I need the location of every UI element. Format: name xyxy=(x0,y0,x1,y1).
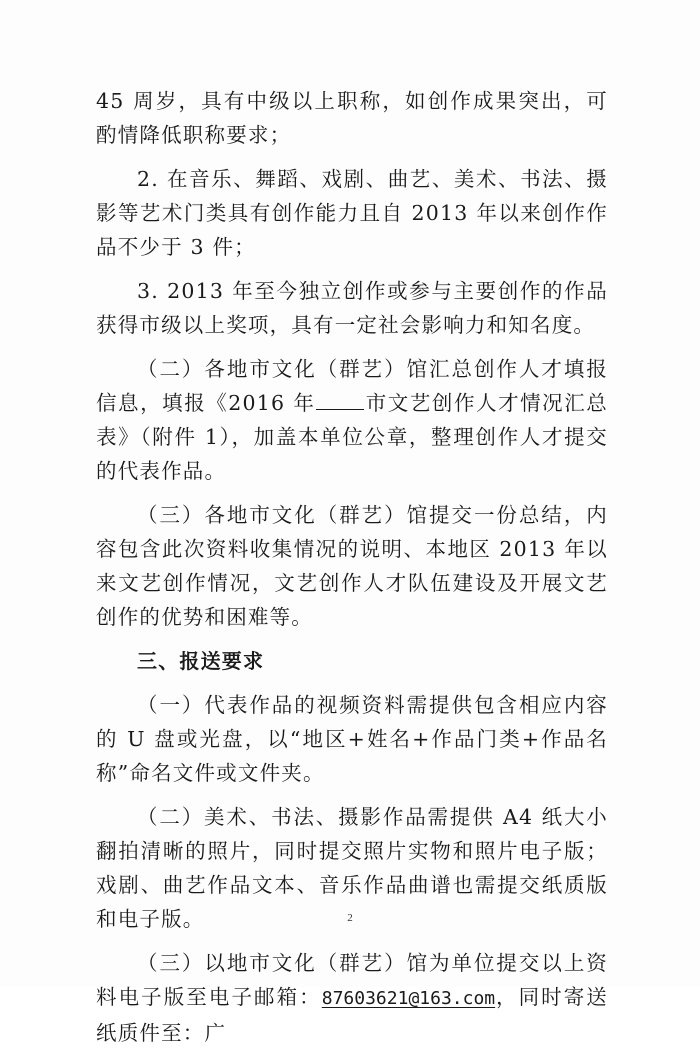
paragraph-creative-ability: 2. 在音乐、舞蹈、戏剧、曲艺、美术、书法、摄影等艺术门类具有创作能力且自 2013 年以来创作作品不少于 3 件； xyxy=(96,167,608,259)
email-link[interactable]: 87603621@163.com xyxy=(321,988,496,1009)
paragraph-awards: 3. 2013 年至今独立创作或参与主要创作的作品获得市级以上奖项，具有一定社会影响力和知名度。 xyxy=(96,279,608,337)
paragraph-artwork-photos: （二）美术、书法、摄影作品需提供 A4 纸大小翻拍清晰的照片，同时提交照片实物和照片电子版；戏剧、曲艺作品文本、音乐作品曲谱也需提交纸质版和电子版。 xyxy=(96,805,608,931)
paragraph-summary-info-text: （二）各地市文化（群艺）馆汇总创作人才填报信息， xyxy=(96,357,608,415)
form-line-before: 填报《2016 年 xyxy=(162,391,316,415)
form-line-after: 市文艺创作人才情况汇总表》（附件 1），加盖本单位公章，整理创作人才提交的代表作品。 xyxy=(96,391,608,483)
section-heading-submission: 三、报送要求 xyxy=(137,649,265,673)
paragraph-summary-info xyxy=(96,352,608,488)
submit-line-before: （三）以地市文化（群艺）馆为单位提交以上资料电子版至电子邮箱： xyxy=(96,951,608,1009)
paragraph-age-title-requirement: 45 周岁，具有中级以上职称，如创作成果突出，可酌情降低职称要求； xyxy=(96,89,608,147)
paragraph-video-materials: （一）代表作品的视频资料需提供包含相应内容的 U 盘或光盘，以“地区+姓名+作品门类+作品名称”命名文件或文件夹。 xyxy=(96,693,608,785)
fill-in-blank xyxy=(316,387,364,410)
paragraph-summary-report: （三）各地市文化（群艺）馆提交一份总结，内容包含此次资料收集情况的说明、本地区 2013 年以来文艺创作情况，文艺创作人才队伍建设及开展文艺创作的优势和困难等。 xyxy=(96,503,608,629)
page-number: 2 xyxy=(347,912,353,924)
paragraph-submit-email xyxy=(96,946,608,1050)
submit-line-after: ，同时寄送纸质件至：广 xyxy=(96,985,609,1045)
